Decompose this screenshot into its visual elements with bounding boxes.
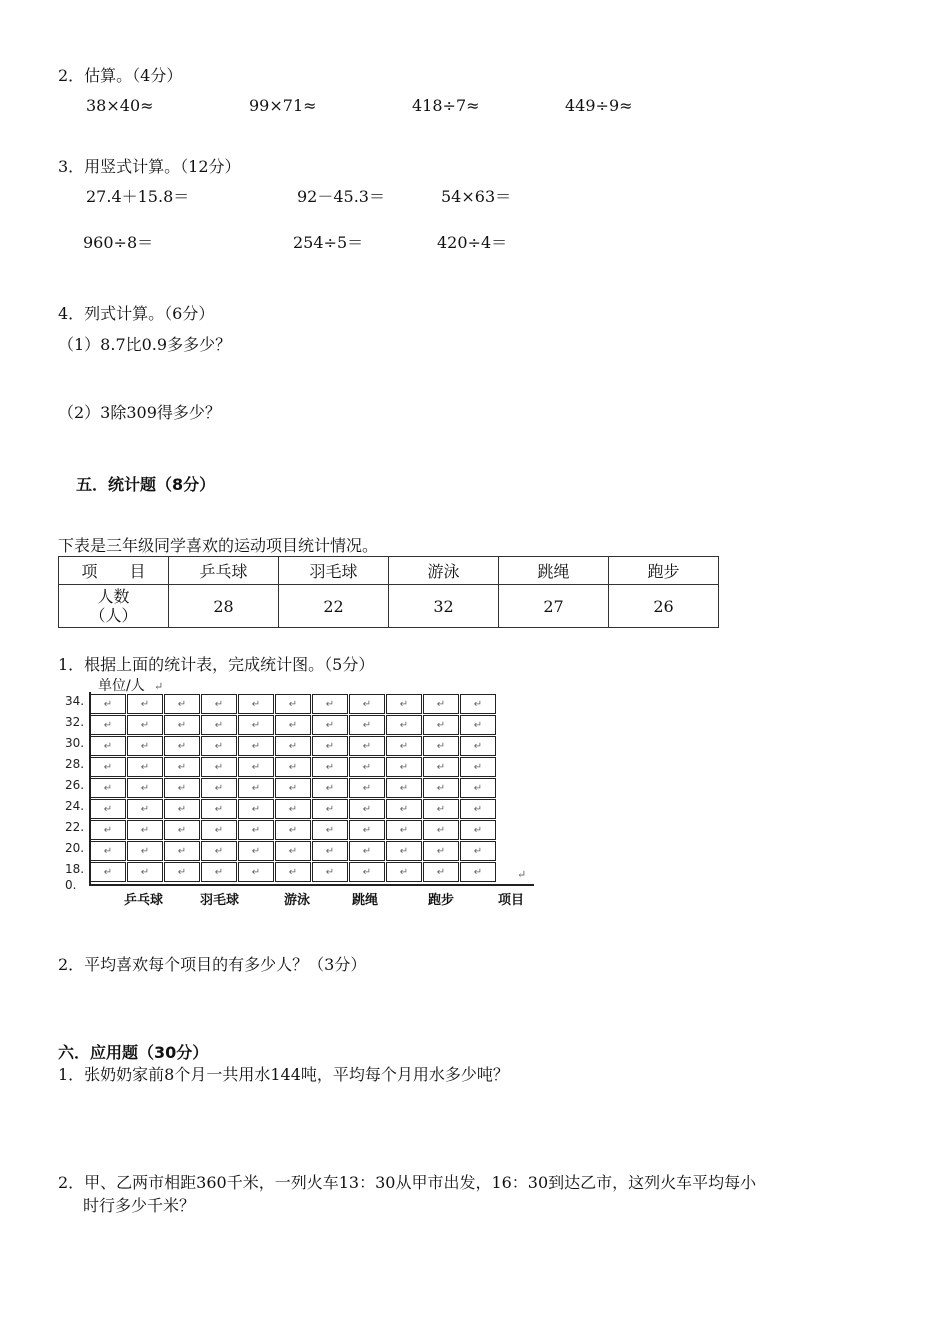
table-header-row — [59, 557, 719, 585]
chart-grid-cell: ↵ — [275, 715, 311, 735]
q2-item-4: 449÷9≈ — [565, 96, 633, 115]
table-cell: 26 — [609, 585, 719, 628]
chart-grid-cell: ↵ — [127, 799, 163, 819]
chart-grid-cell: ↵ — [349, 757, 385, 777]
table-row — [59, 585, 719, 628]
chart-grid-cell: ↵ — [201, 820, 237, 840]
chart-grid-cell: ↵ — [460, 820, 496, 840]
table-row-label — [59, 585, 169, 628]
chart-grid-cell: ↵ — [90, 736, 126, 756]
chart-y-axis — [89, 692, 91, 886]
chart-grid-cell: ↵ — [127, 820, 163, 840]
chart-grid-cell: ↵ — [275, 757, 311, 777]
chart-grid-cell: ↵ — [386, 694, 422, 714]
chart-grid-cell: ↵ — [238, 862, 274, 882]
stats-table — [58, 556, 719, 628]
section-5-title: 五．统计题（8分） — [76, 475, 216, 494]
chart-grid-cell: ↵ — [238, 820, 274, 840]
chart-grid-cell: ↵ — [201, 736, 237, 756]
chart-grid-cell: ↵ — [386, 715, 422, 735]
row-label-line-1: 人数 — [97, 587, 130, 606]
chart-grid-cell: ↵ — [349, 841, 385, 861]
section-6-problem-2-line-2: 时行多少千米？ — [83, 1196, 196, 1215]
chart-grid-cell: ↵ — [349, 736, 385, 756]
chart-grid-cell: ↵ — [164, 757, 200, 777]
chart-grid-cell: ↵ — [275, 799, 311, 819]
chart-grid-cell: ↵ — [90, 862, 126, 882]
chart-grid-cell: ↵ — [312, 694, 348, 714]
chart-grid-cell: ↵ — [127, 736, 163, 756]
table-cell: 32 — [389, 585, 499, 628]
chart-grid-cell: ↵ — [275, 841, 311, 861]
q2-item-1: 38×40≈ — [86, 96, 154, 115]
chart-grid-cell: ↵ — [312, 715, 348, 735]
table-cell: 27 — [499, 585, 609, 628]
chart-grid-cell: ↵ — [90, 820, 126, 840]
section-5-intro: 下表是三年级同学喜欢的运动项目统计情况。 — [58, 536, 379, 555]
chart-grid-cell: ↵ — [386, 799, 422, 819]
table-header-cell: 游泳 — [389, 557, 499, 585]
chart-grid-cell: ↵ — [460, 694, 496, 714]
chart-grid-cell: ↵ — [164, 694, 200, 714]
chart-grid-cell: ↵ — [127, 715, 163, 735]
q3-item-1: 27.4＋15.8＝ — [86, 187, 190, 206]
chart-grid-cell: ↵ — [312, 778, 348, 798]
chart-grid-cell: ↵ — [460, 736, 496, 756]
chart-grid-cell: ↵ — [238, 694, 274, 714]
chart-grid-cell: ↵ — [386, 736, 422, 756]
chart-xtick-label: 跳绳 — [352, 893, 379, 908]
chart-grid-cell: ↵ — [349, 694, 385, 714]
chart-ytick-label: 28. — [65, 757, 85, 771]
subquestion-1: 1．根据上面的统计表，完成统计图。（5分） — [58, 655, 375, 674]
chart-xtick-label: 跑步 — [428, 893, 455, 908]
chart-grid-cell: ↵ — [312, 757, 348, 777]
chart-grid-cell: ↵ — [460, 778, 496, 798]
chart-ytick-label: 0. — [65, 878, 77, 892]
chart-grid-cell: ↵ — [201, 757, 237, 777]
chart-xtick-label: 乒乓球 — [124, 893, 164, 908]
table-cell: 28 — [169, 585, 279, 628]
chart-grid-cell: ↵ — [349, 799, 385, 819]
chart-grid-cell: ↵ — [201, 694, 237, 714]
q4-part-1: （1）8.7比0.9多多少？ — [58, 335, 232, 354]
chart-grid-cell: ↵ — [238, 757, 274, 777]
chart-grid-cell: ↵ — [312, 799, 348, 819]
chart-grid-cell: ↵ — [201, 862, 237, 882]
chart-grid-cell: ↵ — [238, 736, 274, 756]
chart-grid-cell: ↵ — [238, 778, 274, 798]
q2-item-2: 99×71≈ — [249, 96, 317, 115]
chart-grid-cell: ↵ — [349, 862, 385, 882]
chart-grid-cell: ↵ — [238, 715, 274, 735]
chart-grid-cell: ↵ — [460, 841, 496, 861]
chart-grid-cell: ↵ — [90, 799, 126, 819]
chart-grid-cell: ↵ — [386, 757, 422, 777]
chart-grid-cell: ↵ — [201, 715, 237, 735]
chart-grid-cell: ↵ — [275, 820, 311, 840]
chart-grid-cell: ↵ — [349, 715, 385, 735]
chart-ytick-label: 18. — [65, 862, 85, 876]
chart-ylabel-mark: ↵ — [154, 680, 164, 693]
chart-grid-cell: ↵ — [423, 862, 459, 882]
chart-grid-cell: ↵ — [164, 736, 200, 756]
q2-title: 2．估算。（4分） — [58, 66, 183, 85]
q3-item-4: 960÷8＝ — [83, 233, 154, 252]
chart-grid-cell: ↵ — [423, 778, 459, 798]
chart-ytick-label: 30. — [65, 736, 85, 750]
chart-xlabel: 项目 — [498, 893, 525, 908]
chart-grid-cell: ↵ — [164, 841, 200, 861]
chart-grid-cell: ↵ — [349, 820, 385, 840]
chart-grid-cell: ↵ — [90, 715, 126, 735]
chart-grid-cell: ↵ — [275, 694, 311, 714]
q2-item-3: 418÷7≈ — [412, 96, 480, 115]
chart-grid-cell: ↵ — [127, 862, 163, 882]
subquestion-2: 2．平均喜欢每个项目的有多少人？（3分） — [58, 955, 367, 974]
chart-grid-cell: ↵ — [127, 841, 163, 861]
chart-grid-cell: ↵ — [423, 736, 459, 756]
chart-grid-cell: ↵ — [127, 757, 163, 777]
chart-grid-cell: ↵ — [201, 799, 237, 819]
chart-grid-cell: ↵ — [90, 694, 126, 714]
chart-ytick-label: 22. — [65, 820, 85, 834]
chart-grid-cell: ↵ — [201, 841, 237, 861]
chart-grid-cell: ↵ — [386, 841, 422, 861]
chart-grid-cell: ↵ — [90, 757, 126, 777]
chart-grid-cell: ↵ — [127, 694, 163, 714]
chart-ytick-label: 26. — [65, 778, 85, 792]
chart-grid-cell: ↵ — [238, 799, 274, 819]
chart-grid-cell: ↵ — [275, 736, 311, 756]
chart-grid-cell: ↵ — [238, 841, 274, 861]
chart-ytick-label: 24. — [65, 799, 85, 813]
chart-xtick-label: 羽毛球 — [200, 893, 240, 908]
chart-ylabel: 单位/人 — [98, 678, 145, 694]
chart-grid-cell: ↵ — [460, 799, 496, 819]
section-6-title: 六．应用题（30分） — [58, 1043, 209, 1062]
q3-item-5: 254÷5＝ — [293, 233, 364, 252]
chart-grid-cell: ↵ — [423, 799, 459, 819]
chart-grid-cell: ↵ — [90, 841, 126, 861]
chart-grid-cell: ↵ — [423, 757, 459, 777]
table-header-cell: 羽毛球 — [279, 557, 389, 585]
table-header-cell: 跑步 — [609, 557, 719, 585]
q4-title: 4．列式计算。（6分） — [58, 304, 215, 323]
chart-grid-cell: ↵ — [312, 736, 348, 756]
chart-xlabel-mark: ↵ — [517, 868, 527, 881]
chart-grid-cell: ↵ — [460, 862, 496, 882]
q3-item-3: 54×63＝ — [441, 187, 512, 206]
chart-grid-cell: ↵ — [460, 715, 496, 735]
chart-grid-cell: ↵ — [460, 757, 496, 777]
chart-grid-cell: ↵ — [386, 778, 422, 798]
chart-grid-cell: ↵ — [349, 778, 385, 798]
chart-grid-cell: ↵ — [164, 778, 200, 798]
table-cell: 22 — [279, 585, 389, 628]
chart-grid-cell: ↵ — [275, 778, 311, 798]
q3-item-6: 420÷4＝ — [437, 233, 508, 252]
chart-grid-cell: ↵ — [312, 820, 348, 840]
chart-grid-cell: ↵ — [386, 862, 422, 882]
chart-grid-cell: ↵ — [423, 715, 459, 735]
table-header-cell: 乒乓球 — [169, 557, 279, 585]
section-6-problem-2-line-1: 2．甲、乙两市相距360千米，一列火车13：30从甲市出发，16：30到达乙市，这列火车平均每小 — [58, 1173, 757, 1192]
chart-grid-cell: ↵ — [164, 715, 200, 735]
chart-grid-cell: ↵ — [386, 820, 422, 840]
chart-grid-cell: ↵ — [423, 841, 459, 861]
chart-grid-cell: ↵ — [164, 862, 200, 882]
q4-part-2: （2）3除309得多少？ — [58, 403, 221, 422]
chart-x-axis — [89, 884, 534, 886]
table-header-cell: 项 目 — [59, 557, 169, 585]
table-header-cell: 跳绳 — [499, 557, 609, 585]
q3-item-2: 92－45.3＝ — [297, 187, 385, 206]
chart-grid-cell: ↵ — [201, 778, 237, 798]
row-label-line-2: （人） — [89, 606, 138, 625]
chart-grid-cell: ↵ — [312, 862, 348, 882]
chart-grid-cell: ↵ — [164, 820, 200, 840]
chart-grid-cell: ↵ — [423, 694, 459, 714]
chart-ytick-label: 32. — [65, 715, 85, 729]
chart-xtick-label: 游泳 — [284, 893, 311, 908]
chart-grid-cell: ↵ — [90, 778, 126, 798]
chart-ytick-label: 34. — [65, 694, 85, 708]
chart-grid-cell: ↵ — [275, 862, 311, 882]
section-6-problem-1: 1．张奶奶家前8个月一共用水144吨，平均每个月用水多少吨？ — [58, 1065, 509, 1084]
chart-grid-cell: ↵ — [164, 799, 200, 819]
chart-ytick-label: 20. — [65, 841, 85, 855]
chart-grid-cell: ↵ — [312, 841, 348, 861]
q3-title: 3．用竖式计算。（12分） — [58, 157, 241, 176]
chart-grid-cell: ↵ — [423, 820, 459, 840]
chart-grid-cell: ↵ — [127, 778, 163, 798]
